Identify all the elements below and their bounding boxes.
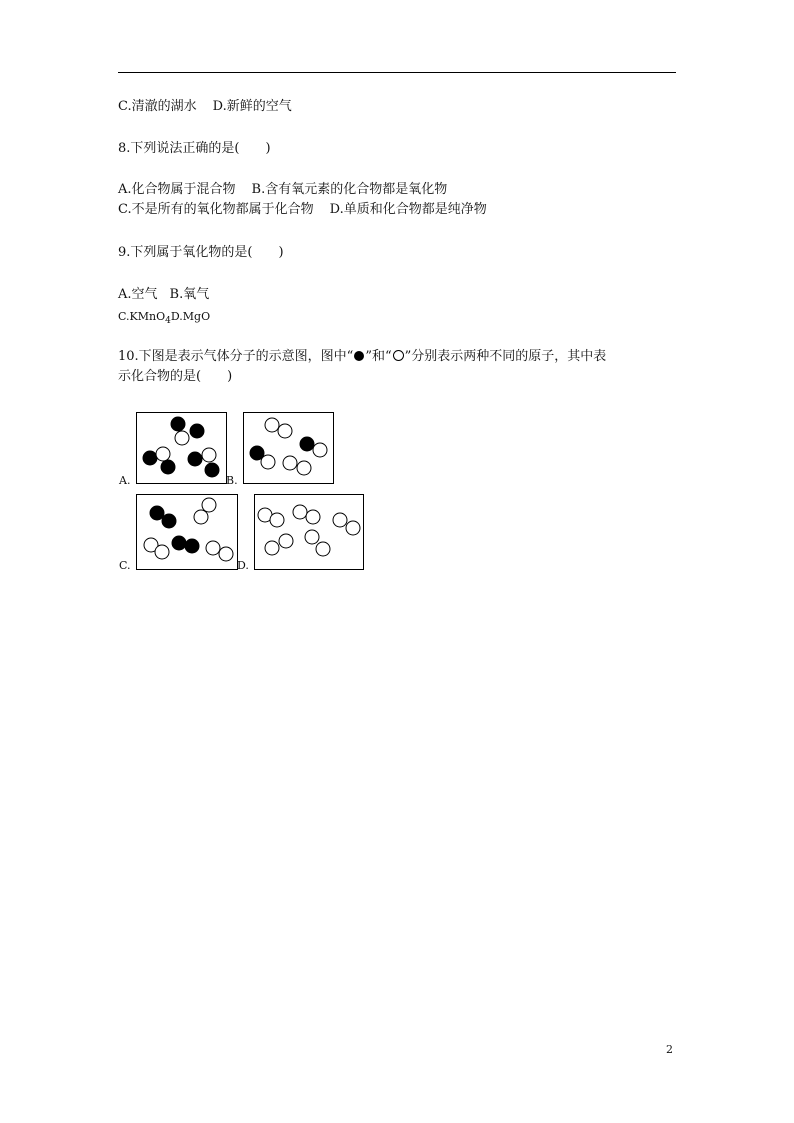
white-atom (155, 545, 169, 559)
black-atom (172, 536, 186, 550)
white-atom (175, 431, 189, 445)
diagram-b (243, 412, 334, 484)
question-10-stem-line1: 10.下图是表示气体分子的示意图，图中“ ”和“ ”分别表示两种不同的原子，其中表 (118, 349, 607, 364)
option-c-label: C. (119, 559, 131, 572)
option-c: C.清澈的湖水 (118, 99, 197, 114)
white-atom (265, 418, 279, 432)
white-atom-icon (393, 350, 404, 361)
white-atom (305, 530, 319, 544)
white-atom (156, 447, 170, 461)
black-atom (162, 514, 176, 528)
white-atom (293, 505, 307, 519)
black-atom (171, 417, 185, 431)
black-atom (143, 451, 157, 465)
white-atom (278, 424, 292, 438)
page-number: 2 (666, 1043, 673, 1056)
diagram-b-molecules (244, 413, 333, 483)
option-b: B.含有氧元素的化合物都是氧化物 (251, 182, 448, 197)
question-8-options-cd (118, 202, 487, 218)
diagram-a (136, 412, 227, 484)
white-atom (194, 510, 208, 524)
white-atom (346, 521, 360, 535)
black-atom (161, 460, 175, 474)
option-b-label: B. (226, 474, 238, 487)
white-atom (202, 498, 216, 512)
white-atom (279, 534, 293, 548)
question-9-options-cd (118, 309, 210, 329)
white-atom (333, 513, 347, 527)
black-atom (185, 539, 199, 553)
black-atom (300, 437, 314, 451)
white-atom (306, 510, 320, 524)
diagram-d (254, 494, 364, 570)
white-atom (202, 448, 216, 462)
black-atom (205, 463, 219, 477)
option-d: D.MgO (170, 310, 211, 323)
white-atom (261, 455, 275, 469)
white-atom (297, 461, 311, 475)
option-c: C.不是所有的氧化物都属于化合物 (118, 202, 314, 217)
diagram-a-molecules (137, 413, 226, 483)
question-9-stem: 9.下列属于氧化物的是( ) (118, 245, 284, 260)
black-atom-icon (354, 351, 364, 361)
diagram-d-molecules (255, 495, 363, 569)
white-atom (283, 456, 297, 470)
diagram-c (136, 494, 238, 570)
option-a: A.空气 (118, 287, 158, 302)
white-atom (270, 513, 284, 527)
white-atom (219, 547, 233, 561)
question-9-options-ab (118, 287, 209, 303)
black-atom (150, 506, 164, 520)
question-7-options-cd (118, 99, 292, 115)
question-8-stem: 8.下列说法正确的是( ) (118, 141, 271, 156)
option-d-label: D. (237, 559, 249, 572)
white-atom (316, 542, 330, 556)
option-d: D.单质和化合物都是纯净物 (329, 202, 487, 217)
option-b: B.氧气 (169, 287, 210, 302)
option-c: C.KMnO$_4$ (118, 310, 171, 326)
question-10-stem-line2: 示化合物的是( ) (118, 369, 233, 384)
white-atom (206, 541, 220, 555)
question-8-options-ab (118, 182, 447, 198)
white-atom (265, 541, 279, 555)
option-a: A.化合物属于混合物 (118, 182, 236, 197)
option-a-label: A. (119, 474, 131, 487)
black-atom (190, 424, 204, 438)
white-atom (313, 443, 327, 457)
diagram-c-molecules (137, 495, 237, 569)
black-atom (188, 452, 202, 466)
header-rule (118, 72, 676, 73)
option-d: D.新鲜的空气 (212, 99, 292, 114)
subscript: 4 (165, 316, 171, 326)
